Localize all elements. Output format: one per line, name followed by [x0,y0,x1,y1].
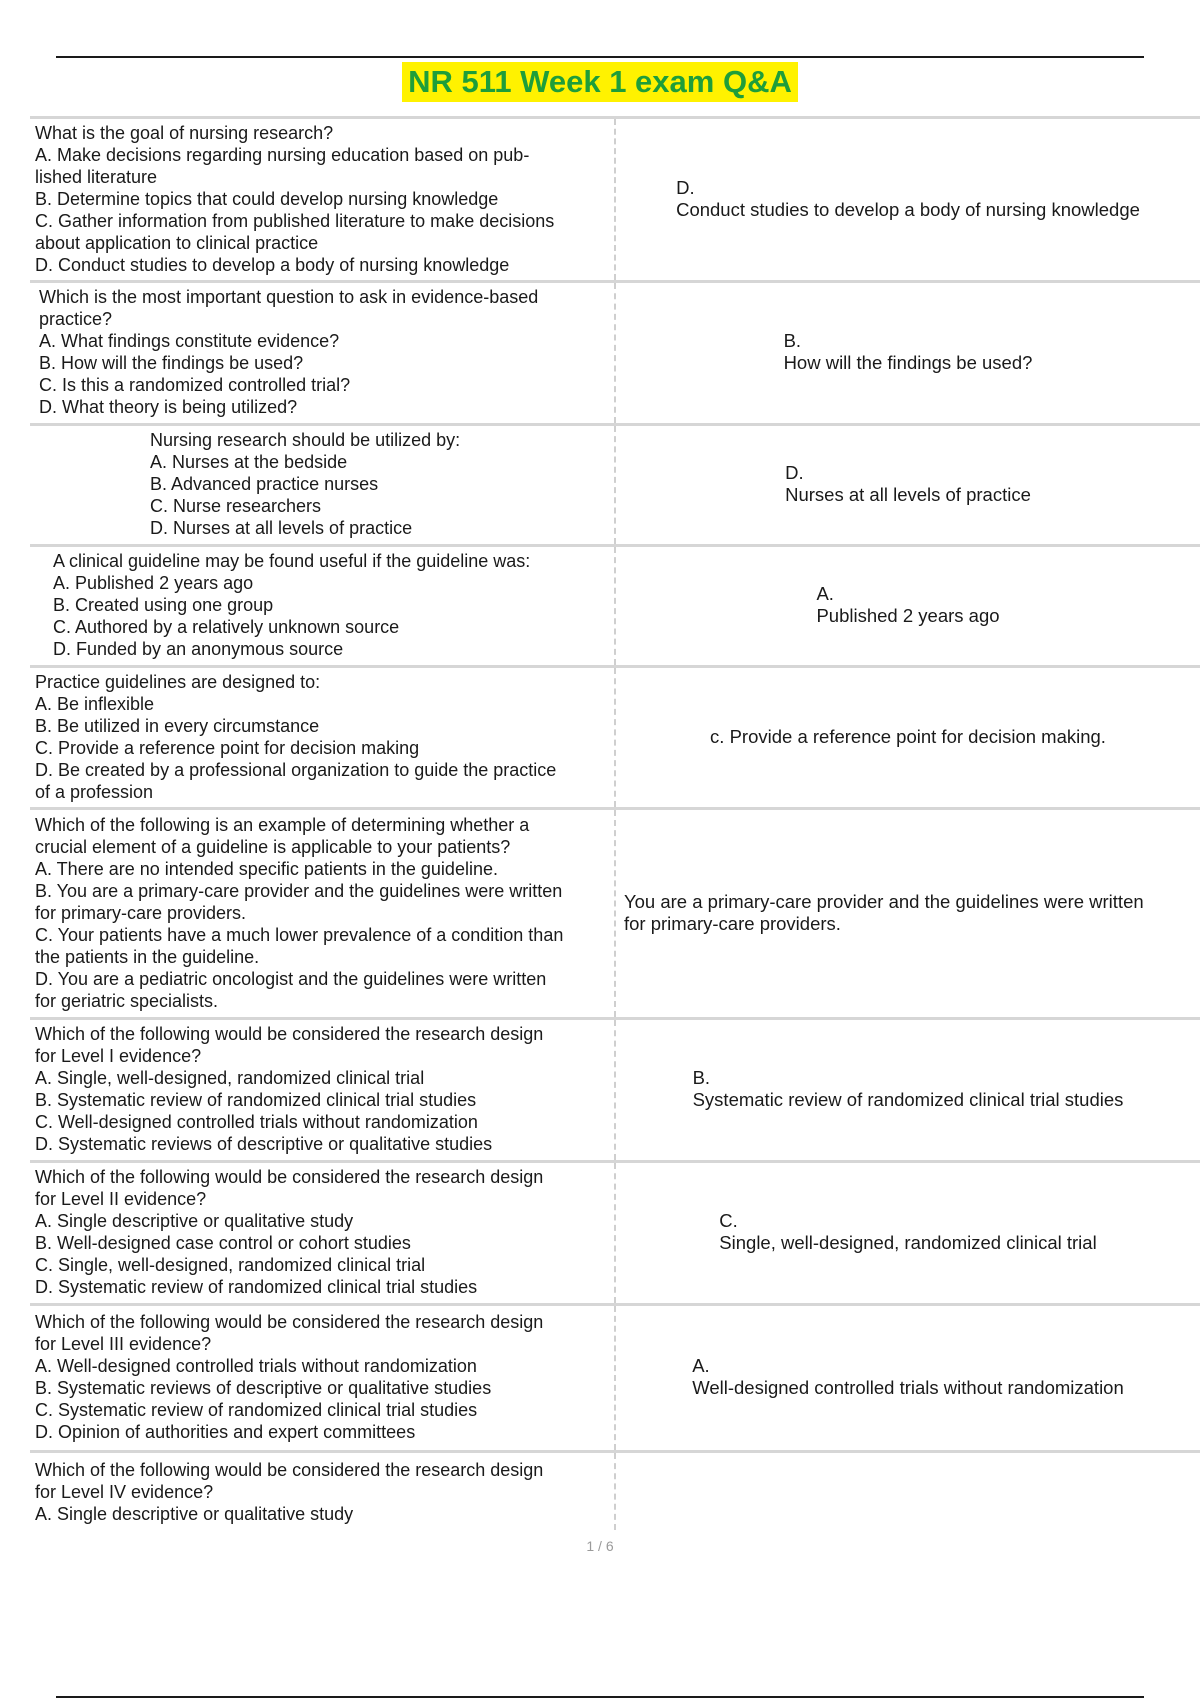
option-line: B. Advanced practice nurses [150,474,379,494]
answer-line: Well-designed controlled trials without randomization [692,1377,1124,1398]
question-line: practice? [39,309,113,329]
answer-letter: B. [692,1067,711,1088]
qa-row [30,116,1200,280]
page-title: NR 511 Week 1 exam Q&A [402,62,798,102]
answer-text [624,891,1144,935]
option-line: about application to clinical practice [35,232,319,253]
question-line: Which of the following would be considered the research design [35,1167,544,1187]
bottom-rule [56,1696,1144,1698]
option-line: B. Well-designed case control or cohort studies [35,1233,411,1253]
option-line: C. Provide a reference point for decision making [35,737,420,758]
option-line: D. Systematic review of randomized clinical trial studies [35,1277,478,1297]
top-rule [56,56,1144,58]
option-line: C. Well-designed controlled trials without randomization [35,1112,478,1132]
title-wrap [0,62,1200,102]
option-line: for geriatric specialists. [35,990,219,1011]
option-line: B. Systematic reviews of descriptive or qualitative studies [35,1378,492,1398]
question-cell [30,668,616,807]
question-line: for Level II evidence? [35,1189,207,1209]
answer-line: for primary-care providers. [624,912,841,934]
answer-cell [616,1163,1200,1303]
question-line: What is the goal of nursing research? [35,122,334,143]
option-line: B. Determine topics that could develop nursing knowledge [35,188,499,209]
question-cell [30,283,616,423]
question-line: Which of the following would be considered the research design [35,1024,544,1044]
question-line: Nursing research should be utilized by: [150,430,461,450]
question-line: for Level III evidence? [35,1334,212,1354]
option-line: B. You are a primary-care provider and the guidelines were written [35,880,563,901]
qa-row [30,665,1200,807]
qa-row [30,423,1200,544]
answer-letter: D. [676,176,695,198]
qa-row [30,1017,1200,1160]
answer-cell [616,810,1200,1017]
option-line: D. Funded by an anonymous source [53,639,344,659]
question-line: Practice guidelines are designed to: [35,671,321,692]
question-cell [30,119,616,280]
question-cell [30,1163,616,1303]
qa-table [30,116,1200,1530]
qa-row [30,1160,1200,1303]
question-line: for Level IV evidence? [35,1482,214,1502]
option-line: D. You are a pediatric oncologist and the guidelines were written [35,968,547,989]
question-line: crucial element of a guideline is applicable to your patients? [35,836,511,857]
qa-row [30,280,1200,423]
option-line: A. There are no intended specific patients in the guideline. [35,858,498,879]
answer-text [710,726,1106,748]
answer-letter: A. [692,1355,710,1376]
answer-text [692,1355,1124,1399]
option-line: D. What theory is being utilized? [39,397,298,417]
option-line: D. Be created by a professional organization to guide the practice [35,759,557,780]
question-line: Which of the following would be considered the research design [35,1312,544,1332]
option-line: C. Is this a randomized controlled trial? [39,375,351,395]
option-line: A. Single, well-designed, randomized clinical trial [35,1068,425,1088]
answer-cell [616,119,1200,280]
option-line: D. Nurses at all levels of practice [150,518,413,538]
option-line: D. Systematic reviews of descriptive or qualitative studies [35,1134,493,1154]
answer-text [693,1067,1124,1111]
option-line: B. Systematic review of randomized clinical trial studies [35,1090,477,1110]
answer-text [785,462,1031,506]
question-line: A clinical guideline may be found useful if the guideline was: [53,551,531,571]
answer-text [676,177,1140,221]
answer-line: Nurses at all levels of practice [785,484,1031,505]
page-indicator: 1 / 6 [586,1538,614,1554]
question-cell [30,1306,616,1450]
question-line: Which of the following is an example of determining whether a [35,814,530,835]
option-line: lished literature [35,166,158,187]
answer-line: c. Provide a reference point for decision making. [710,725,1106,747]
answer-letter: D. [785,462,804,483]
question-cell [30,426,616,544]
question-cell [30,547,616,665]
option-line: D. Opinion of authorities and expert committees [35,1422,416,1442]
question-cell [30,810,616,1017]
qa-row [30,807,1200,1017]
option-line: the patients in the guideline. [35,946,260,967]
answer-cell [616,668,1200,807]
question-cell [30,1453,616,1530]
option-line: B. Created using one group [53,595,274,615]
option-line: C. Your patients have a much lower prevalence of a condition than [35,924,564,945]
option-line: for primary-care providers. [35,902,247,923]
option-line: A. Be inflexible [35,693,155,714]
option-line: A. Single descriptive or qualitative study [35,1211,354,1231]
answer-text [784,330,1033,374]
answer-cell [616,1453,1200,1530]
answer-line: You are a primary-care provider and the guidelines were written [624,890,1144,912]
option-line: C. Single, well-designed, randomized clinical trial [35,1255,426,1275]
answer-cell [616,1306,1200,1450]
qa-row [30,1303,1200,1450]
option-line: B. Be utilized in every circumstance [35,715,320,736]
answer-line: Single, well-designed, randomized clinical trial [719,1232,1097,1253]
answer-cell [616,426,1200,544]
option-line: C. Systematic review of randomized clinical trial studies [35,1400,478,1420]
answer-cell [616,547,1200,665]
question-line: Which is the most important question to ask in evidence-based [39,287,539,307]
question-line: for Level I evidence? [35,1046,202,1066]
option-line: C. Authored by a relatively unknown source [53,617,400,637]
option-line: A. Nurses at the bedside [150,452,348,472]
answer-text [719,1210,1096,1254]
answer-cell [616,1020,1200,1160]
option-line: A. What findings constitute evidence? [39,331,340,351]
question-line: Which of the following would be considered the research design [35,1460,544,1480]
answer-letter: A. [816,583,834,604]
answer-line: Conduct studies to develop a body of nursing knowledge [676,198,1140,220]
answer-text [816,583,999,627]
answer-letter: B. [783,330,802,351]
answer-line: Published 2 years ago [816,605,1000,626]
option-line: of a profession [35,781,154,802]
question-cell [30,1020,616,1160]
answer-line: How will the findings be used? [783,352,1033,373]
option-line: A. Single descriptive or qualitative study [35,1504,354,1524]
option-line: A. Make decisions regarding nursing education based on pub- [35,144,530,165]
option-line: A. Well-designed controlled trials without randomization [35,1356,477,1376]
option-line: A. Published 2 years ago [53,573,254,593]
answer-letter: C. [719,1210,738,1231]
qa-row [30,1450,1200,1530]
answer-cell [616,283,1200,423]
answer-line: Systematic review of randomized clinical trial studies [692,1089,1124,1110]
option-line: B. How will the findings be used? [39,353,304,373]
qa-row [30,544,1200,665]
option-line: D. Conduct studies to develop a body of nursing knowledge [35,254,510,275]
option-line: C. Gather information from published literature to make decisions [35,210,555,231]
option-line: C. Nurse researchers [150,496,322,516]
